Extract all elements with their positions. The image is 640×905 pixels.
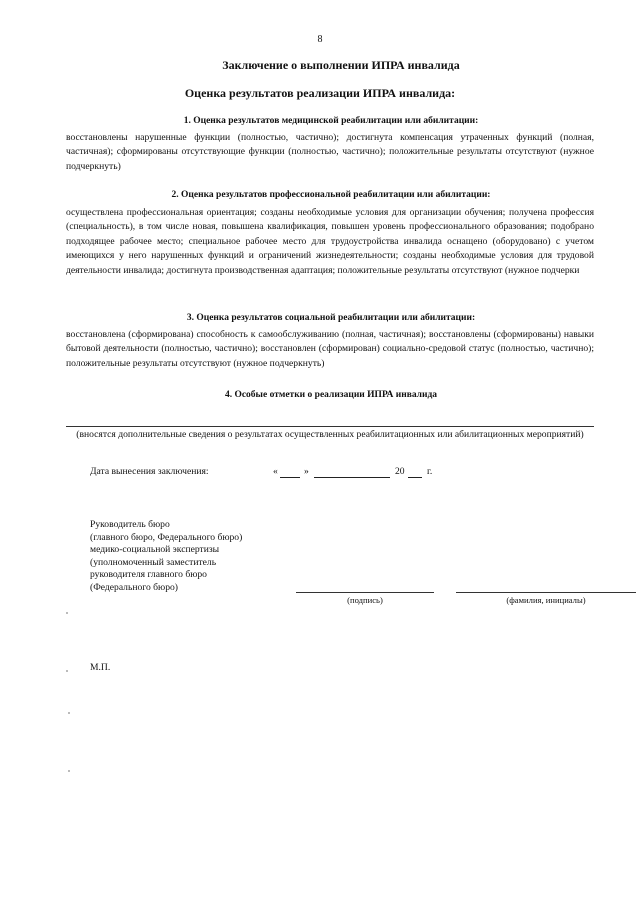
section-1-heading: 1. Оценка результатов медицинской реабилитации или абилитации: <box>183 116 479 126</box>
date-label: Дата вынесения заключения: <box>90 466 209 477</box>
signatory-block <box>90 519 242 595</box>
scan-speck <box>66 670 68 672</box>
special-notes-caption: (вносятся дополнительные сведения о результатах осуществленных реабилитационных или абилитационных мероприятий) <box>76 429 584 440</box>
section-4-heading: 4. Особые отметки о реализации ИПРА инвалида <box>224 390 438 400</box>
date-open-quote: « <box>273 466 278 477</box>
scan-speck <box>68 770 70 772</box>
scan-speck <box>68 712 70 714</box>
section-2-text: осуществлена профессиональная ориентация; созданы необходимые условия для организации обучения; получена профессия (специальность), в том числе новая, повышена квалификация, повышен уровень профессионального образования; подобрано подходящее рабочее место; специальное рабочее место для трудоустройства инвалида оснащено (оборудовано) с учетом имеющихся у него нарушенных функций и ограничений жизнедеятельности; созданы необходимые условия для трудовой деятельности инвалида; достигнута производственная адаптация; положительные результаты отсутствуют (нужное подчерки <box>66 207 594 276</box>
signatory-line: (главного бюро, Федерального бюро) <box>90 531 243 543</box>
day-field[interactable] <box>280 466 300 478</box>
name-caption: (фамилия, инициалы) <box>506 595 586 605</box>
signatory-line: руководителя главного бюро <box>90 569 207 581</box>
name-field[interactable] <box>456 592 636 593</box>
signatory-line: (уполномоченный заместитель <box>90 556 217 568</box>
special-notes-line <box>66 426 594 427</box>
section-3-heading: 3. Оценка результатов социальной реабилитации или абилитации: <box>186 313 476 323</box>
signatory-line: медико-социальной экспертизы <box>90 544 220 556</box>
stamp-label: М.П. <box>90 662 111 673</box>
year-prefix: 20 <box>395 466 405 477</box>
signature-caption: (подпись) <box>347 595 383 605</box>
year-suffix: г. <box>427 466 433 477</box>
date-close-quote: » <box>304 466 309 477</box>
page-number: 8 <box>317 34 323 45</box>
section-2-heading: 2. Оценка результатов профессиональной реабилитации или абилитации: <box>171 190 491 200</box>
date-row <box>90 466 450 480</box>
document-subtitle: Оценка результатов реализации ИПРА инвалида: <box>184 86 456 100</box>
year-field[interactable] <box>408 466 422 478</box>
section-3-text: восстановлена (сформирована) способность к самообслуживанию (полная, частичная); восстановлены (сформированы) навыки бытовой деятельности (полностью, частично); восстановлен (сформирован) социально-средовой статус (полностью, частично); положительные результаты отсутствуют (нужное подчеркнуть) <box>66 329 594 369</box>
document-title: Заключение о выполнении ИПРА инвалида <box>222 58 460 72</box>
month-field[interactable] <box>314 466 390 478</box>
signatory-line: Руководитель бюро <box>90 519 170 530</box>
signature-field[interactable] <box>296 592 434 593</box>
signatory-line: (Федерального бюро) <box>90 581 179 593</box>
section-1-text: восстановлены нарушенные функции (полностью, частично); достигнута компенсация утраченных функций (полная, частичная); сформированы отсутствующие функции (полностью, частично); положительные результаты отсутствуют (нужное подчеркнуть) <box>66 132 594 172</box>
scan-speck <box>66 612 68 614</box>
